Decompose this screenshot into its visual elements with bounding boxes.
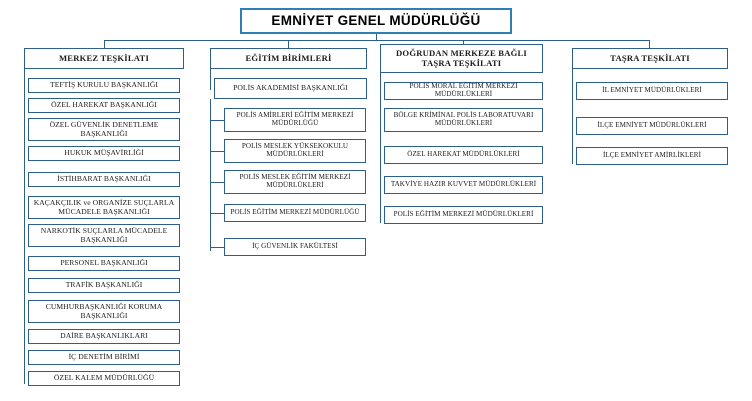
column-head-label: EĞİTİM BİRİMLERİ — [245, 52, 332, 63]
root-node — [240, 8, 512, 34]
node-ozel-kalem-mudurlugu — [28, 371, 180, 386]
node-daire-baskanliklari — [28, 329, 180, 344]
node-label: PERSONEL BAŞKANLIĞI — [60, 258, 148, 268]
node-ozel-guvenlik-denetleme-baskanligi — [28, 118, 180, 141]
column-head-tasra-teskilati — [572, 48, 728, 69]
node-label: POLİS MESLEK YÜKSEKOKULU MÜDÜRLÜKLERİ — [241, 142, 349, 158]
node-polis-moral-egitim-merkezi-mudurlukleri — [384, 82, 543, 100]
node-label: TRAFİK BAŞKANLIĞI — [65, 280, 143, 290]
node-ozel-harekat-mudurlukleri — [384, 146, 543, 164]
node-label: İÇ GÜVENLİK FAKÜLTESİ — [252, 242, 338, 251]
node-teftis-kurulu-baskanligi — [28, 78, 180, 93]
connector-root-spine — [104, 40, 649, 41]
connector-col2-branch-4 — [210, 213, 224, 214]
node-label: POLİS MESLEK EĞİTİM MERKEZİ MÜDÜRLÜKLERİ — [239, 173, 351, 189]
node-polis-meslek-yuksekokulu-mudurlukleri — [224, 139, 366, 163]
node-polis-akademisi-baskanligi — [214, 78, 367, 99]
connector-col2-branch-2 — [210, 151, 224, 152]
node-hukuk-musavirligi — [28, 146, 180, 161]
connector-col2-branch-1 — [210, 120, 224, 121]
column-head-label: TAŞRA TEŞKİLATI — [610, 52, 690, 63]
node-ozel-harekat-baskanligi — [28, 98, 180, 113]
node-takviye-hazir-kuvvet-mudurlukleri — [384, 176, 543, 194]
connector-col2-subtrunk — [210, 99, 211, 251]
connector-col2-drop — [288, 40, 289, 48]
connector-col2-trunk — [210, 69, 211, 90]
connector-col1-trunk — [24, 69, 25, 384]
node-label: İLÇE EMNİYET AMİRLİKLERİ — [602, 151, 701, 160]
node-personel-baskanligi — [28, 256, 180, 271]
node-label: İSTİHBARAT BAŞKANLIĞI — [57, 174, 151, 184]
node-label: POLİS EĞİTİM MERKEZİ MÜDÜRLÜĞÜ — [230, 208, 360, 217]
node-polis-amirleri-egitim-merkezi-mudurlugu — [224, 108, 366, 132]
node-ilce-emniyet-mudurlukleri — [576, 117, 728, 135]
node-label: DAİRE BAŞKANLIKLARI — [60, 331, 148, 341]
column-head-egitim-birimleri — [210, 48, 367, 69]
node-cumhurbaskanligi-koruma-baskanligi — [28, 300, 180, 323]
node-bolge-kriminal-polis-laboratuvari-mudurlukleri — [384, 108, 543, 132]
node-label: ÖZEL HAREKAT BAŞKANLIĞI — [51, 100, 157, 110]
node-kacakcilik-organize-suclarla-mucadele-baskanligi — [28, 196, 180, 219]
node-label: POLİS MORAL EĞİTİM MERKEZİ MÜDÜRLÜKLERİ — [409, 82, 518, 98]
node-label: CUMHURBAŞKANLIĞI KORUMA BAŞKANLIĞI — [45, 302, 163, 320]
node-ic-guvenlik-fakultesi — [224, 238, 366, 256]
node-label: TAKVİYE HAZIR KUVVET MÜDÜRLÜKLERİ — [390, 180, 537, 189]
column-head-dogrudan-merkeze-bagli-tasra-teskilati — [380, 44, 543, 73]
node-narkotik-suclarla-mucadele-baskanligi — [28, 224, 180, 247]
node-trafik-baskanligi — [28, 278, 180, 293]
node-label: ÖZEL KALEM MÜDÜRLÜĞÜ — [53, 373, 155, 383]
node-istihbarat-baskanligi — [28, 172, 180, 187]
node-polis-meslek-egitim-merkezi-mudurlukleri — [224, 170, 366, 194]
node-label: POLİS AKADEMİSİ BAŞKANLIĞI — [233, 83, 348, 93]
node-label: İL EMNİYET MÜDÜRLÜKLERİ — [602, 86, 702, 95]
connector-col3-trunk — [380, 73, 381, 223]
node-polis-egitim-merkezi-mudurlugu — [224, 204, 366, 222]
node-label: İLÇE EMNİYET MÜDÜRLÜKLERİ — [597, 121, 707, 130]
connector-col4-drop — [649, 40, 650, 48]
root-label: EMNİYET GENEL MÜDÜRLÜĞÜ — [271, 13, 481, 29]
node-ilce-emniyet-amirlikleri — [576, 147, 728, 165]
node-label: ÖZEL GÜVENLİK DENETLEME BAŞKANLIĞI — [49, 120, 159, 138]
connector-col2-branch-5 — [210, 247, 224, 248]
node-il-emniyet-mudurlukleri — [576, 82, 728, 100]
column-head-merkez-teskilati — [24, 48, 184, 69]
node-label: BÖLGE KRİMİNAL POLİS LABORATUVARI MÜDÜRLÜKLERİ — [393, 111, 534, 127]
node-label: NARKOTİK SUÇLARLA MÜCADELE BAŞKANLIĞI — [40, 226, 168, 244]
connector-col4-trunk — [572, 69, 573, 164]
node-polis-egitim-merkezi-mudurlukleri — [384, 206, 543, 224]
node-label: POLİS AMİRLERİ EĞİTİM MERKEZİ MÜDÜRLÜĞÜ — [236, 111, 354, 127]
node-label: İÇ DENETİM BİRİMİ — [68, 352, 140, 362]
column-head-label: DOĞRUDAN MERKEZE BAĞLI TAŞRA TEŞKİLATI — [396, 47, 527, 68]
node-ic-denetim-birimi — [28, 350, 180, 365]
node-label: HUKUK MÜŞAVİRLİĞİ — [64, 148, 144, 158]
node-label: KAÇAKÇILIK ve ORGANİZE SUÇLARLA MÜCADELE BAŞKANLIĞI — [33, 198, 175, 216]
node-label: TEFTİŞ KURULU BAŞKANLIĞI — [50, 80, 158, 90]
node-label: ÖZEL HAREKAT MÜDÜRLÜKLERİ — [407, 150, 520, 159]
connector-col1-drop — [104, 40, 105, 48]
connector-col2-branch-3 — [210, 182, 224, 183]
node-label: POLİS EĞİTİM MERKEZİ MÜDÜRLÜKLERİ — [393, 210, 534, 219]
column-head-label: MERKEZ TEŞKİLATI — [58, 52, 150, 63]
